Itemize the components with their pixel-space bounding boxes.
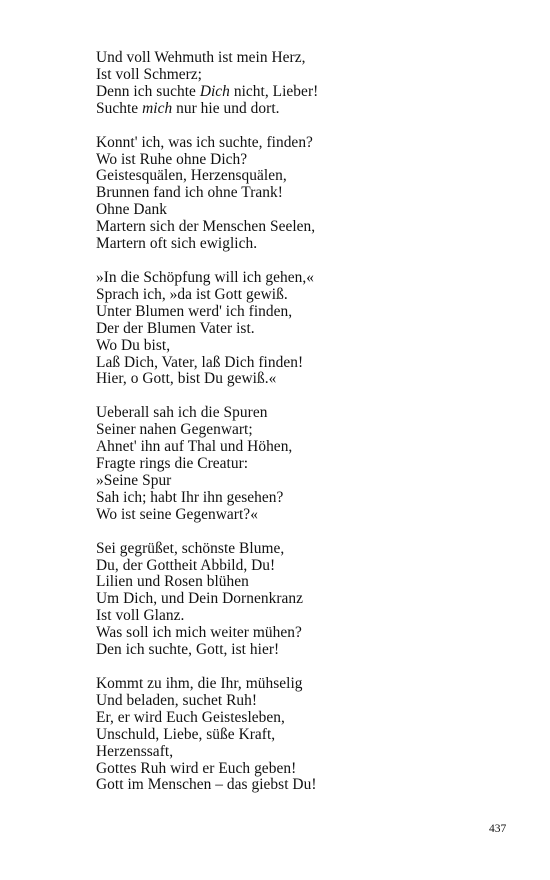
poem-line: Ueberall sah ich die Spuren xyxy=(96,404,268,422)
stanza xyxy=(96,135,516,253)
poem-line: Seiner nahen Gegenwart; xyxy=(96,421,253,439)
line-segment: Suchte xyxy=(96,99,143,117)
poem-line xyxy=(96,84,516,101)
poem-line: Du, der Gottheit Abbild, Du! xyxy=(96,556,276,574)
poem-line: Er, er wird Euch Geistesleben, xyxy=(96,708,285,726)
poem-line: Wo ist Ruhe ohne Dich? xyxy=(96,150,248,168)
poem-line: Kommt zu ihm, die Ihr, mühselig xyxy=(96,675,303,692)
poem-line: Den ich suchte, Gott, ist hier! xyxy=(96,641,280,659)
poem xyxy=(96,50,516,811)
poem-line: Ahnet' ihn auf Thal und Höhen, xyxy=(96,438,293,456)
poem-line: »Seine Spur xyxy=(96,471,172,489)
poem-line: Lilien und Rosen blühen xyxy=(96,573,249,591)
poem-line: Ist voll Schmerz; xyxy=(96,65,202,83)
poem-line: Und beladen, suchet Ruh! xyxy=(96,691,258,709)
poem-line: Konnt' ich, was ich suchte, finden? xyxy=(96,133,313,151)
page-number: 437 xyxy=(489,823,507,835)
poem-line xyxy=(96,101,516,118)
poem-line: Sprach ich, »da ist Gott gewiß. xyxy=(96,285,288,303)
poem-line: Sei gegrüßet, schönste Blume, xyxy=(96,539,285,557)
stanza xyxy=(96,541,516,659)
emphasized-word: Dich xyxy=(199,82,230,100)
poem-line: Herzenssaft, xyxy=(96,742,174,760)
poem-line: Gott im Menschen – das giebst Du! xyxy=(96,776,317,794)
poem-line: Fragte rings die Creatur: xyxy=(96,455,249,473)
line-segment: nicht, Lieber! xyxy=(229,82,319,100)
line-segment: Denn ich suchte xyxy=(96,82,200,100)
poem-line: Martern sich der Menschen Seelen, xyxy=(96,218,316,236)
poem-line: Martern oft sich ewiglich. xyxy=(96,235,258,253)
poem-line: Um Dich, und Dein Dornenkranz xyxy=(96,590,304,608)
emphasized-word: mich xyxy=(142,99,173,117)
stanza xyxy=(96,50,516,118)
stanza xyxy=(96,405,516,523)
poem-line: Was soll ich mich weiter mühen? xyxy=(96,624,302,642)
poem-line: Ohne Dank xyxy=(96,201,167,219)
line-segment: nur hie und dort. xyxy=(172,99,280,117)
poem-line: Und voll Wehmuth ist mein Herz, xyxy=(96,49,306,66)
poem-line: Wo ist seine Gegenwart?« xyxy=(96,505,258,523)
poem-line: Der der Blumen Vater ist. xyxy=(96,319,255,337)
stanza xyxy=(96,676,516,794)
stanza xyxy=(96,270,516,388)
poem-line: Ist voll Glanz. xyxy=(96,607,185,625)
poem-line: Gottes Ruh wird er Euch geben! xyxy=(96,759,297,777)
poem-line: Laß Dich, Vater, laß Dich finden! xyxy=(96,353,304,371)
poem-line: Unter Blumen werd' ich finden, xyxy=(96,302,293,320)
poem-line: »In die Schöpfung will ich gehen,« xyxy=(96,268,314,286)
poem-line: Hier, o Gott, bist Du gewiß.« xyxy=(96,370,277,388)
poem-line: Unschuld, Liebe, süße Kraft, xyxy=(96,725,276,743)
poem-line: Brunnen fand ich ohne Trank! xyxy=(96,184,283,202)
poem-line: Geistesquälen, Herzensquälen, xyxy=(96,167,287,185)
poem-line: Sah ich; habt Ihr ihn gesehen? xyxy=(96,488,284,506)
poem-line: Wo Du bist, xyxy=(96,336,171,354)
